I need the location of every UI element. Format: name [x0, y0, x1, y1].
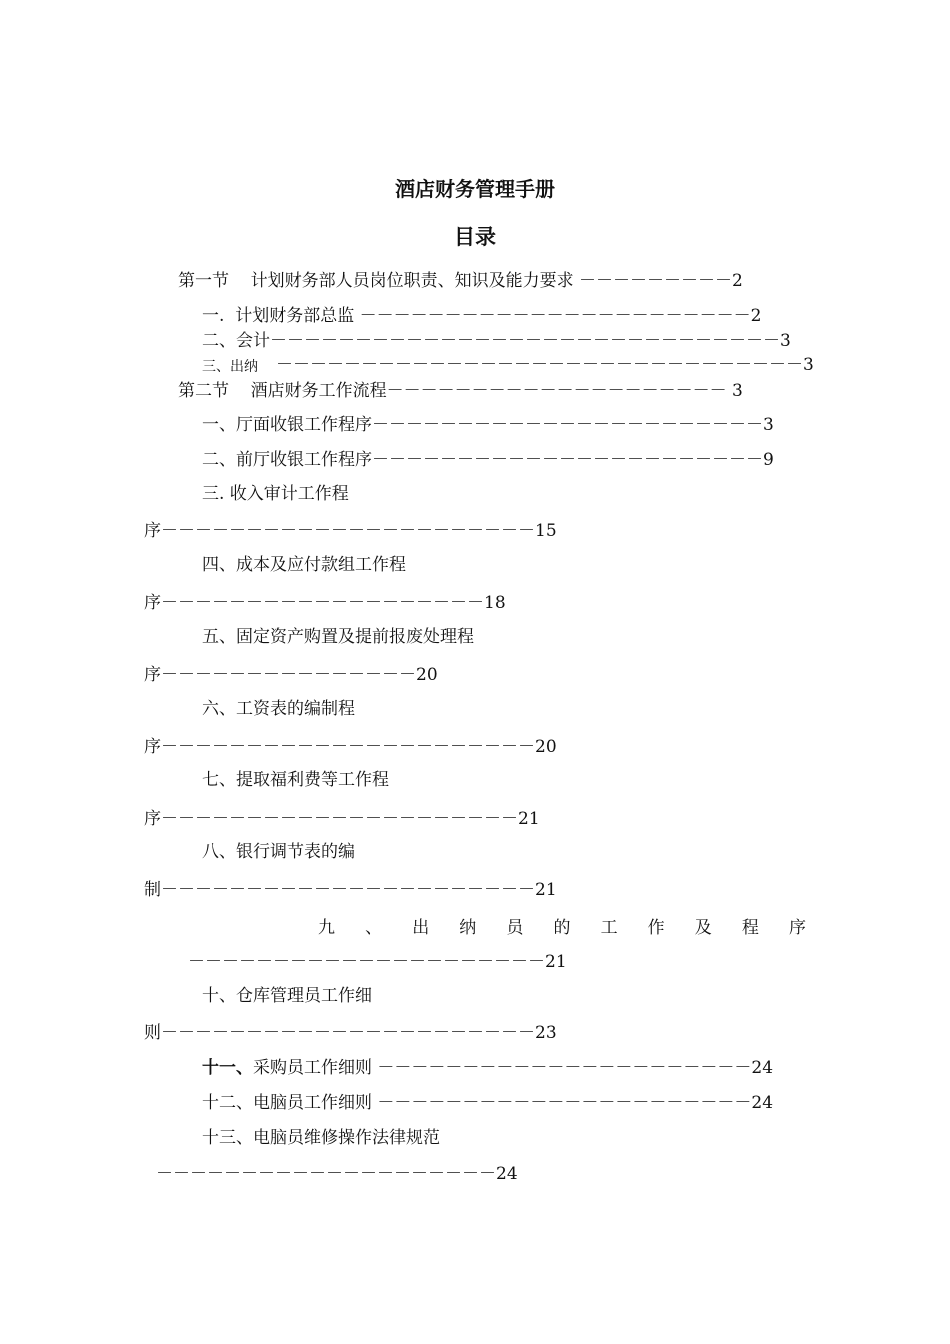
toc-char: 序	[788, 918, 806, 938]
toc-char: 的	[553, 918, 571, 938]
toc-entry-computer-maintenance-cont[interactable]: －－－－－－－－－－－－－－－－－－－－24	[156, 1164, 518, 1184]
toc-entry-accountant[interactable]: 二、会计－－－－－－－－－－－－－－－－－－－－－－－－－－－－－－3	[202, 331, 791, 351]
toc-char: 及	[694, 918, 712, 938]
toc-entry-purchaser-text: 采购员工作细则 －－－－－－－－－－－－－－－－－－－－－－24	[253, 1058, 774, 1078]
toc-entry-income-audit[interactable]: 三. 收入审计工作程	[202, 484, 349, 504]
toc-entry-section-1[interactable]: 第一节 计划财务部人员岗位职责、知识及能力要求 －－－－－－－－－2	[178, 271, 743, 291]
toc-entry-finance-director[interactable]: 一. 计划财务部总监 －－－－－－－－－－－－－－－－－－－－－－－2	[202, 306, 762, 326]
toc-entry-bank-reconciliation-cont[interactable]: 制－－－－－－－－－－－－－－－－－－－－－－21	[144, 880, 557, 900]
toc-char: 工	[600, 918, 618, 938]
toc-entry-cost-payables-cont[interactable]: 序－－－－－－－－－－－－－－－－－－－18	[144, 593, 506, 613]
toc-entry-welfare-cont[interactable]: 序－－－－－－－－－－－－－－－－－－－－－21	[144, 809, 540, 829]
toc-entry-cashier-label[interactable]: 三、出纳	[202, 359, 258, 375]
toc-entry-bank-reconciliation[interactable]: 八、银行调节表的编	[202, 842, 355, 862]
toc-char: 员	[506, 918, 524, 938]
toc-char: 程	[741, 918, 759, 938]
toc-entry-fixed-assets-cont[interactable]: 序－－－－－－－－－－－－－－－20	[144, 665, 438, 685]
toc-entry-cashier-duties-cont[interactable]: －－－－－－－－－－－－－－－－－－－－－21	[188, 952, 567, 972]
toc-entry-welfare[interactable]: 七、提取福利费等工作程	[202, 770, 389, 790]
toc-entry-cost-payables[interactable]: 四、成本及应付款组工作程	[202, 555, 406, 575]
toc-entry-payroll-cont[interactable]: 序－－－－－－－－－－－－－－－－－－－－－－20	[144, 737, 557, 757]
toc-char: 出	[412, 918, 430, 938]
toc-heading: 目录	[454, 225, 496, 249]
toc-entry-warehouse-keeper-cont[interactable]: 则－－－－－－－－－－－－－－－－－－－－－－23	[144, 1023, 557, 1043]
toc-char: 作	[647, 918, 665, 938]
toc-entry-computer-operator[interactable]: 十二、电脑员工作细则 －－－－－－－－－－－－－－－－－－－－－－24	[202, 1093, 774, 1113]
toc-entry-restaurant-cashier[interactable]: 一、厅面收银工作程序－－－－－－－－－－－－－－－－－－－－－－－3	[202, 415, 774, 435]
toc-char: 纳	[459, 918, 477, 938]
toc-entry-computer-maintenance[interactable]: 十三、电脑员维修操作法律规范	[202, 1128, 440, 1148]
toc-char: 、	[365, 918, 383, 938]
document-title: 酒店财务管理手册	[395, 177, 555, 201]
toc-entry-section-2[interactable]: 第二节 酒店财务工作流程－－－－－－－－－－－－－－－－－－－－ 3	[178, 381, 743, 401]
toc-entry-purchaser-number: 十一、	[202, 1058, 253, 1078]
toc-entry-payroll[interactable]: 六、工资表的编制程	[202, 699, 355, 719]
toc-entry-purchaser[interactable]	[202, 1057, 773, 1079]
toc-entry-fixed-assets[interactable]: 五、固定资产购置及提前报废处理程	[202, 627, 474, 647]
toc-char: 九	[318, 918, 335, 938]
toc-entry-income-audit-cont[interactable]: 序－－－－－－－－－－－－－－－－－－－－－－15	[144, 521, 557, 541]
toc-entry-cashier-leader[interactable]: －－－－－－－－－－－－－－－－－－－－－－－－－－－－－－－3	[276, 355, 814, 375]
toc-entry-warehouse-keeper[interactable]: 十、仓库管理员工作细	[202, 986, 372, 1006]
toc-entry-front-desk-cashier[interactable]: 二、前厅收银工作程序－－－－－－－－－－－－－－－－－－－－－－－9	[202, 450, 774, 470]
toc-entry-cashier-duties[interactable]	[318, 913, 806, 937]
